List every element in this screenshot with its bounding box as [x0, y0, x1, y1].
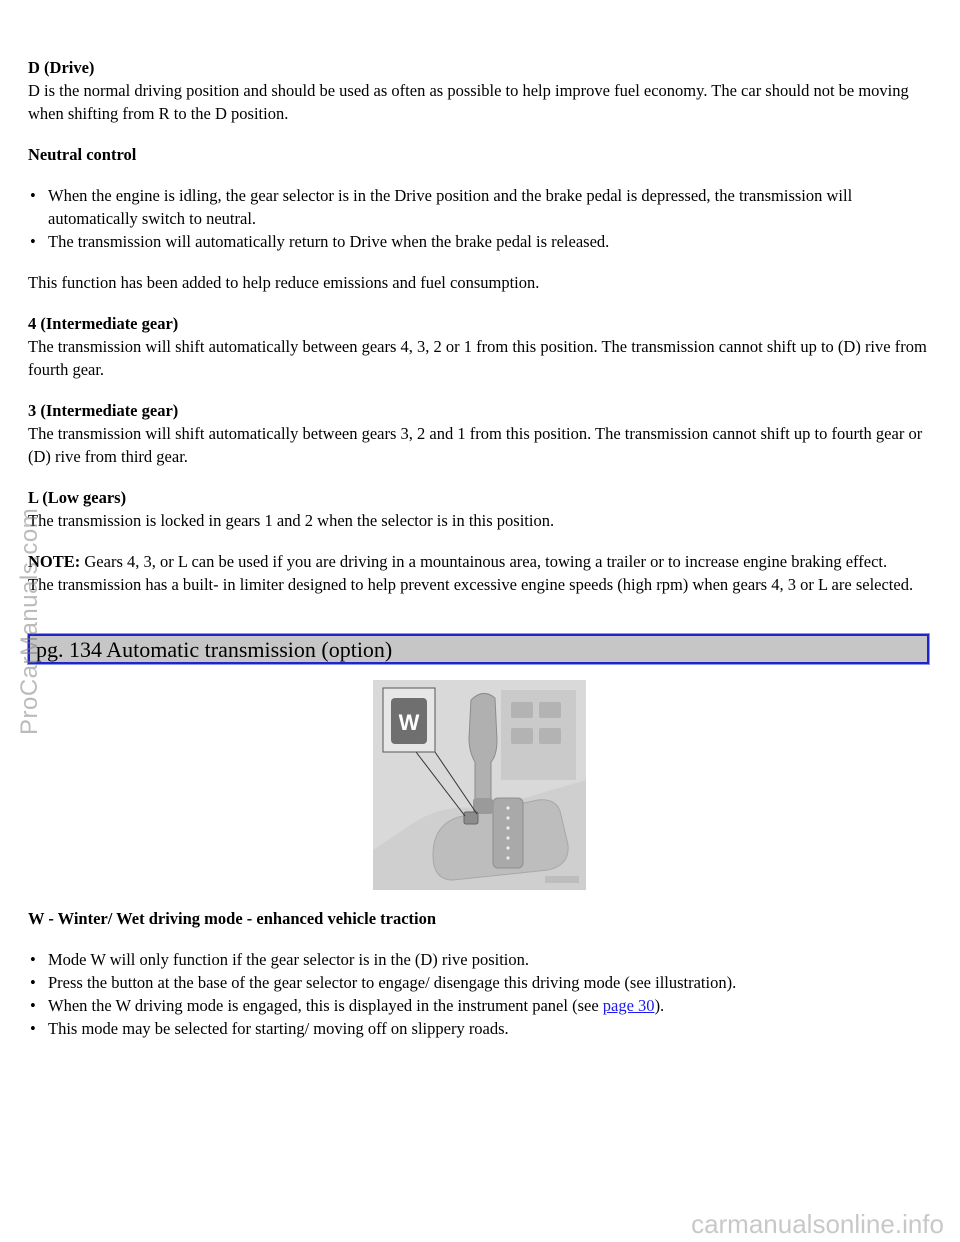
- bullet3-text: When the W driving mode is engaged, this is displayed in the instrument panel (see: [48, 996, 603, 1015]
- list-item: • When the engine is idling, the gear selector is in the Drive position and the brake pedal is depressed, the transmission will automatically switch to neutral.: [28, 184, 938, 230]
- low-section: [28, 486, 938, 532]
- side-watermark: ProCarManuals.com: [16, 507, 43, 735]
- winter-section: [28, 907, 938, 1058]
- note-text-2: The transmission has a built- in limiter designed to help prevent excessive engine speeds (high rpm) when gears 4, 3 or L are selected.: [28, 575, 914, 594]
- w-button-label: W: [398, 710, 420, 735]
- low-text: The transmission is locked in gears 1 and 2 when the selector is in this position.: [28, 511, 555, 530]
- gear3-heading: 3 (Intermediate gear): [28, 401, 179, 420]
- neutral-heading: Neutral control: [28, 145, 137, 164]
- list-item: • Press the button at the base of the gear selector to engage/ disengage this driving mode (see illustration).: [28, 971, 938, 994]
- winter-list: [28, 948, 938, 1040]
- page-30-link[interactable]: page 30: [602, 996, 655, 1015]
- note-section: [28, 550, 938, 596]
- drive-section: [28, 56, 938, 125]
- footer-watermark: carmanualsonline.info: [691, 1209, 944, 1239]
- gear3-section: [28, 399, 938, 468]
- neutral-footer: This function has been added to help reduce emissions and fuel consumption.: [28, 273, 540, 292]
- note-line: [28, 550, 938, 573]
- note-label: NOTE:: [28, 552, 81, 571]
- list-item: • Mode W will only function if the gear selector is in the (D) rive position.: [28, 948, 938, 971]
- bullet3-end: ).: [654, 996, 665, 1015]
- neutral-list: [28, 184, 938, 253]
- low-heading: L (Low gears): [28, 488, 127, 507]
- gear4-heading: 4 (Intermediate gear): [28, 314, 179, 333]
- drive-heading: D (Drive): [28, 58, 95, 77]
- gear4-section: [28, 312, 938, 381]
- page-content: [28, 56, 938, 596]
- gear4-text: The transmission will shift automatically between gears 4, 3, 2 or 1 from this position. The transmission cannot shift up to (D) rive from fourth gear.: [28, 337, 927, 379]
- note-text: Gears 4, 3, or L can be used if you are driving in a mountainous area, towing a trailer or to increase engine braking effect.: [80, 552, 888, 571]
- list-item: • This mode may be selected for starting/ moving off on slippery roads.: [28, 1017, 938, 1040]
- list-item: • The transmission will automatically return to Drive when the brake pedal is released.: [28, 230, 938, 253]
- drive-text: D is the normal driving position and should be used as often as possible to help improve fuel economy. The car should not be moving when shifting from R to the D position.: [28, 81, 909, 123]
- section-title-bar: pg. 134 Automatic transmission (option): [28, 634, 929, 664]
- gear-selector-illustration: [373, 680, 586, 890]
- winter-heading: W - Winter/ Wet driving mode - enhanced vehicle traction: [28, 909, 437, 928]
- list-item: [28, 994, 938, 1017]
- gear3-text: The transmission will shift automatically between gears 3, 2 and 1 from this position. The transmission cannot shift up to fourth gear or (D) rive from third gear.: [28, 424, 923, 466]
